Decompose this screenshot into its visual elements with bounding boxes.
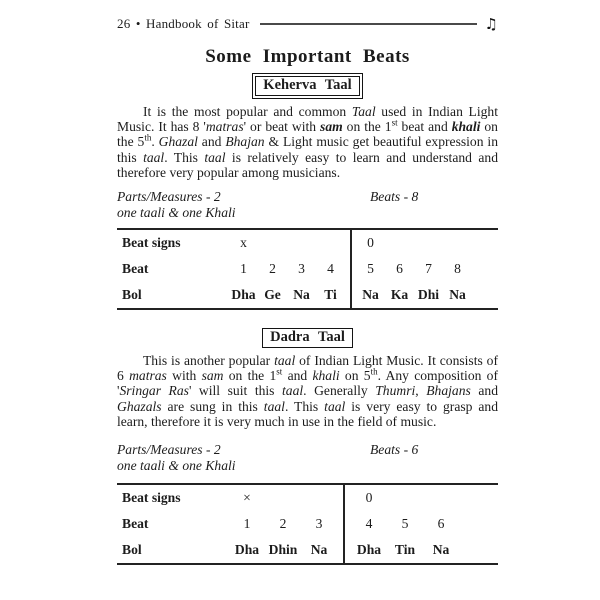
keherva-taal-table [117, 228, 498, 310]
row-cells-right: Na Ka Dhi Na [350, 282, 498, 308]
dadra-taal-table [117, 483, 498, 565]
page-content [117, 14, 498, 565]
parts-measures-label: Parts/Measures - 2 [117, 442, 221, 458]
keherva-description: It is the most popular and common Taal used in Indian Light Music. It has 8 'matras' or beat with sam on the 1st beat and khali on the 5th. Ghazal and Bhajan & Light music get beautiful expression in this taal. This taal is relatively easy to learn and understand and therefore very popular among musicians. [117, 104, 499, 180]
taali-khali-label: one taali & one Khali [117, 204, 236, 220]
row-cells-left: 1 2 3 [243, 516, 323, 532]
row-label: Beat [122, 261, 149, 277]
row-cells-left: Dha Dhin Na [234, 542, 328, 558]
row-label: Beat [122, 516, 149, 532]
page-header [117, 14, 498, 34]
taali-khali-label: one taali & one Khali [117, 457, 236, 473]
beats-count-label: Beats - 8 [370, 189, 419, 205]
row-cells-left: × [243, 490, 251, 506]
keherva-meta [117, 189, 498, 220]
beats-count-label: Beats - 6 [370, 442, 419, 458]
row-cells-right: 4 5 6 [343, 511, 498, 537]
table-row [117, 230, 498, 256]
header-rule [260, 23, 477, 25]
keherva-taal-label: Keherva Taal [255, 76, 359, 96]
row-cells-right: 5 6 7 8 [350, 256, 498, 282]
row-cells-left: Dha Ge Na Ti [231, 287, 337, 303]
dadra-taal-label: Dadra Taal [262, 328, 353, 348]
row-cells-left: x [240, 235, 247, 251]
row-cells-right: 0 [343, 485, 498, 511]
row-label: Beat signs [122, 235, 181, 251]
keherva-taal-box [252, 73, 362, 99]
page-title: Some Important Beats [205, 46, 410, 67]
row-cells-right: 0 [350, 230, 498, 256]
dadra-description: This is another popular taal of Indian Light Music. It consists of 6 matras with sam on the 1st and khali on 5th. Any composition of 'Sringar Ras' will suit this taal. Generally Thumri, Bhajans and Ghazals are sung in this taal. This taal is very easy to grasp and learn, therefore it is very much in use in the field of music. [117, 353, 499, 429]
table-row [117, 256, 498, 282]
dadra-meta [117, 442, 498, 473]
row-label: Bol [122, 287, 142, 303]
music-note-icon: ♫ [484, 14, 498, 33]
parts-measures-label: Parts/Measures - 2 [117, 189, 221, 205]
dadra-taal-box [262, 328, 353, 348]
row-label: Beat signs [122, 490, 181, 506]
table-row [117, 485, 498, 511]
table-row [117, 511, 498, 537]
dadra-taal-heading [117, 328, 498, 348]
table-row [117, 282, 498, 308]
keherva-taal-heading [117, 73, 498, 99]
table-row [117, 537, 498, 563]
row-label: Bol [122, 542, 142, 558]
running-head: 26 • Handbook of Sitar [117, 16, 250, 31]
row-cells-right: Dha Tin Na [343, 537, 498, 563]
row-cells-left: 1 2 3 4 [240, 261, 334, 277]
